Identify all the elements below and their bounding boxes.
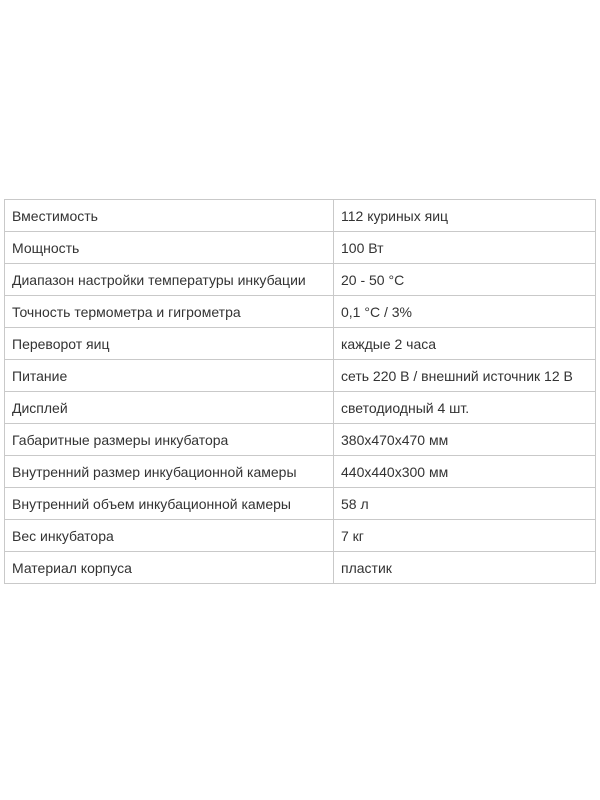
spec-value: пластик	[334, 552, 596, 584]
table-row	[5, 488, 596, 520]
spec-name: Мощность	[5, 232, 334, 264]
specifications-table	[4, 199, 596, 584]
table-row	[5, 392, 596, 424]
spec-name: Материал корпуса	[5, 552, 334, 584]
table-row	[5, 200, 596, 232]
spec-value: 20 - 50 °С	[334, 264, 596, 296]
table-row	[5, 360, 596, 392]
table-row	[5, 520, 596, 552]
spec-value: каждые 2 часа	[334, 328, 596, 360]
spec-value: 112 куриных яиц	[334, 200, 596, 232]
spec-name: Диапазон настройки температуры инкубации	[5, 264, 334, 296]
spec-value: 58 л	[334, 488, 596, 520]
table-row	[5, 232, 596, 264]
spec-value: 380х470х470 мм	[334, 424, 596, 456]
spec-name: Точность термометра и гигрометра	[5, 296, 334, 328]
spec-name: Питание	[5, 360, 334, 392]
table-row	[5, 328, 596, 360]
spec-value: 0,1 °С / 3%	[334, 296, 596, 328]
spec-name: Переворот яиц	[5, 328, 334, 360]
table-row	[5, 264, 596, 296]
table-row	[5, 296, 596, 328]
spec-name: Вместимость	[5, 200, 334, 232]
spec-name: Внутренний объем инкубационной камеры	[5, 488, 334, 520]
table-row	[5, 456, 596, 488]
spec-value: 440х440х300 мм	[334, 456, 596, 488]
spec-value: сеть 220 В / внешний источник 12 В	[334, 360, 596, 392]
spec-name: Габаритные размеры инкубатора	[5, 424, 334, 456]
spec-value: светодиодный 4 шт.	[334, 392, 596, 424]
table-row	[5, 424, 596, 456]
spec-name: Внутренний размер инкубационной камеры	[5, 456, 334, 488]
spec-name: Дисплей	[5, 392, 334, 424]
spec-name: Вес инкубатора	[5, 520, 334, 552]
spec-value: 100 Вт	[334, 232, 596, 264]
spec-value: 7 кг	[334, 520, 596, 552]
table-row	[5, 552, 596, 584]
